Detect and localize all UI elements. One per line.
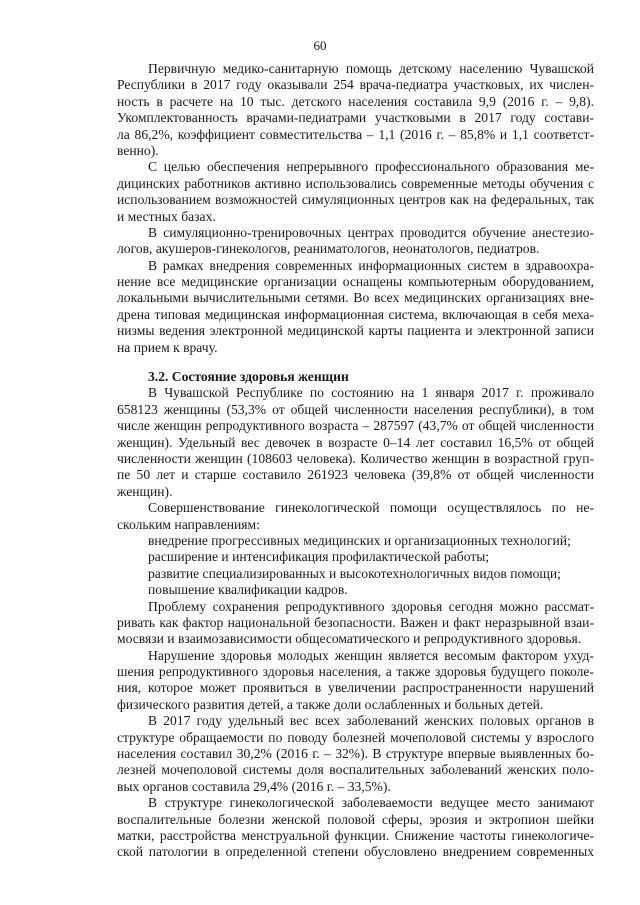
- text-line: В рамках внедрения современных информационных систем в здравоохра-: [148, 257, 594, 273]
- text-line: матки, расстройства менструальной функции. Снижение частоты гинекологиче-: [117, 827, 594, 843]
- text-line: шения репродуктивного здоровья населения, а также здоровья будущего поколе-: [117, 664, 594, 680]
- text-line: Республики в 2017 году оказывали 254 врача-педиатра участковых, их числен-: [117, 77, 594, 93]
- text-line: В симуляционно-тренировочных центрах проводится обучение анестезио-: [148, 224, 594, 240]
- text-line: скольким направлениям:: [117, 516, 260, 532]
- text-line: логов, акушеров-гинекологов, реаниматологов, неонатологов, педиатров.: [117, 241, 540, 257]
- section-gap: [117, 356, 594, 369]
- text-line: женщин).: [117, 483, 173, 499]
- text-line: лезней мочеполовой системы доля воспалительных заболеваний женских поло-: [117, 762, 594, 778]
- paragraph: [117, 566, 594, 582]
- text-line: использованием возможностей симуляционных центров как на федеральных, так: [117, 192, 594, 208]
- text-line: Укомплектованность врачами-педиатрами участковыми в 2017 году состави-: [117, 110, 594, 126]
- paragraph: [117, 549, 594, 565]
- text-line: повышение квалификации кадров.: [148, 582, 348, 598]
- paragraph: [117, 258, 594, 356]
- text-line: численности женщин (108603 человека). Количество женщин в возрастной груп-: [117, 450, 594, 466]
- text-line: дрена типовая медицинская информационная система, включающая в себя меха-: [117, 306, 594, 322]
- text-line: на прием к врачу.: [117, 339, 218, 355]
- text-line: ской патологии в определенной степени обусловлено внедрением современных: [117, 844, 594, 860]
- text-line: пе 50 лет и старше составило 261923 человека (39,8% от общей численности: [117, 467, 594, 483]
- text-line: венно).: [117, 142, 159, 158]
- text-line: ность в расчете на 10 тыс. детского населения составила 9,9 (2016 г. – 9,8).: [117, 93, 594, 109]
- text-line: населения составил 30,2% (2016 г. – 32%). В структуре впервые выявленных бо-: [117, 746, 594, 762]
- text-line: локальными вычислительными сетями. Во всех медицинских организациях вне-: [117, 290, 594, 306]
- text-line: и местных базах.: [117, 208, 216, 224]
- text-line: ла 86,2%, коэффициент совместительства – 1,1 (2016 г. – 85,8% и 1,1 соответст-: [117, 126, 594, 142]
- paragraph: [117, 159, 594, 225]
- paragraph: [117, 533, 594, 549]
- text-line: воспалительные болезни женской половой сферы, эрозия и эктропион шейки: [117, 811, 594, 827]
- text-line: С целью обеспечения непрерывного профессионального образования ме-: [148, 159, 594, 175]
- text-line: мосвязи и взаимозависимости общесоматического и репродуктивного здоровья.: [117, 631, 582, 647]
- text-line: В структуре гинекологической заболеваемости ведущее место занимают: [148, 795, 594, 811]
- text-line: В Чувашской Республике по состоянию на 1 января 2017 г. проживало: [148, 385, 594, 401]
- paragraph: [117, 225, 594, 258]
- text-line: развитие специализированных и высокотехнологичных видов помощи;: [148, 565, 561, 581]
- text-line: Нарушение здоровья молодых женщин является весомым фактором ухуд-: [148, 647, 594, 663]
- text-line: 658123 женщины (53,3% от общей численности населения республики), в том: [117, 401, 594, 417]
- text-line: низмы ведения электронной медицинской карты пациента и электронной записи: [117, 323, 594, 339]
- text-line: В 2017 году удельный вес всех заболеваний женских половых органов в: [148, 713, 594, 729]
- page-number: 60: [313, 38, 327, 53]
- text-line: ривать как фактор национальной безопасности. Важен и факт неразрывной взаи-: [117, 614, 594, 630]
- text-line: Проблему сохранения репродуктивного здоровья сегодня можно рассмат-: [148, 598, 594, 614]
- text-line: ния, которое может проявиться в увеличении распространенности нарушений: [117, 680, 594, 696]
- text-line: Совершенствование гинекологической помощи осуществлялось по не-: [148, 500, 594, 516]
- text-line: структуре обращаемости по поводу болезней мочеполовой системы у взрослого: [117, 729, 594, 745]
- text-line: женщин). Удельный вес девочек в возрасте 0–14 лет составил 16,5% от общей: [117, 434, 594, 450]
- paragraph: [117, 582, 594, 598]
- text-line: числе женщин репродуктивного возраста – 287597 (43,7% от общей численности: [117, 418, 594, 434]
- paragraph: [117, 61, 594, 159]
- heading-text: 3.2. Состояние здоровья женщин: [148, 369, 349, 385]
- text-line: вых органов составила 29,4% (2016 г. – 33,5%).: [117, 778, 391, 794]
- text-line: дицинских работников активно использовались современные методы обучения с: [117, 175, 594, 191]
- paragraph: [117, 385, 594, 500]
- section-heading: [117, 369, 594, 385]
- text-line: расширение и интенсификация профилактической работы;: [148, 549, 490, 565]
- paragraph: [117, 599, 594, 648]
- paragraph: [117, 795, 594, 861]
- text-line: Первичную медико-санитарную помощь детскому населению Чувашской: [148, 61, 594, 76]
- paragraph: [117, 500, 594, 533]
- document-body: [117, 61, 594, 861]
- paragraph: [117, 713, 594, 795]
- text-line: физического развития детей, а также доли ослабленных и больных детей.: [117, 696, 544, 712]
- text-line: внедрение прогрессивных медицинских и организационных технологий;: [148, 532, 571, 548]
- text-line: нение все медицинские организации оснащены компьютерным оборудованием,: [117, 274, 594, 290]
- paragraph: [117, 648, 594, 714]
